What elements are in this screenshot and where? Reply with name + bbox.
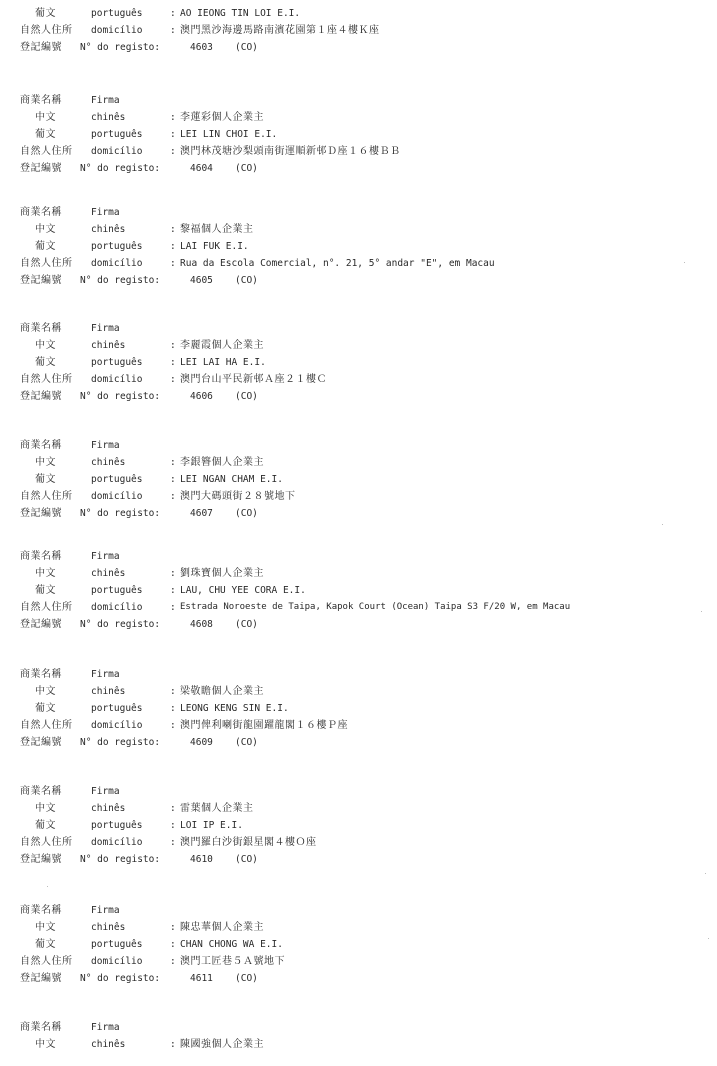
firma-label-zh: 商業名稱 xyxy=(20,669,62,680)
domicilio-label-zh: 自然人住所 xyxy=(20,25,73,36)
domicilio-label-zh: 自然人住所 xyxy=(20,146,73,157)
registo-number: 4603 xyxy=(190,42,213,53)
portugues-row xyxy=(20,238,710,255)
separator: : xyxy=(170,224,176,235)
firma-row xyxy=(20,548,710,565)
scan-speck xyxy=(701,611,702,612)
portugues-row xyxy=(20,5,710,22)
registo-label-zh: 登記編號 xyxy=(20,619,62,630)
firma-label-zh: 商業名稱 xyxy=(20,440,62,451)
separator: : xyxy=(170,820,176,831)
separator: : xyxy=(170,474,176,485)
separator: : xyxy=(170,258,176,269)
portugues-label-pt: português xyxy=(91,939,143,950)
chines-label-zh: 中文 xyxy=(35,340,56,351)
separator: : xyxy=(170,8,176,19)
registo-row xyxy=(20,39,710,56)
portugues-label-zh: 葡文 xyxy=(35,820,56,831)
chines-value: 陳忠華個人企業主 xyxy=(180,922,264,933)
portugues-value: LAI FUK E.I. xyxy=(180,241,249,252)
chines-value: 黎福個人企業主 xyxy=(180,224,254,235)
portugues-row xyxy=(20,936,710,953)
registo-number: 4606 xyxy=(190,391,213,402)
registo-label-pt: N° do registo: xyxy=(80,973,161,984)
registo-number: 4610 xyxy=(190,854,213,865)
domicilio-label-zh: 自然人住所 xyxy=(20,491,73,502)
portugues-label-zh: 葡文 xyxy=(35,939,56,950)
firma-label-zh: 商業名稱 xyxy=(20,551,62,562)
chines-label-pt: chinês xyxy=(91,340,126,351)
domicilio-label-zh: 自然人住所 xyxy=(20,720,73,731)
portugues-label-zh: 葡文 xyxy=(35,357,56,368)
domicilio-label-pt: domicílio xyxy=(91,837,143,848)
registo-code: (CO) xyxy=(235,854,258,865)
portugues-value: LAU, CHU YEE CORA E.I. xyxy=(180,585,306,596)
separator: : xyxy=(170,939,176,950)
chines-row xyxy=(20,454,710,471)
registo-label-pt: N° do registo: xyxy=(80,737,161,748)
registo-label-pt: N° do registo: xyxy=(80,42,161,53)
portugues-label-pt: português xyxy=(91,703,143,714)
portugues-label-zh: 葡文 xyxy=(35,703,56,714)
registo-code: (CO) xyxy=(235,42,258,53)
firma-label-zh: 商業名稱 xyxy=(20,1022,62,1033)
firma-label-pt: Firma xyxy=(91,905,120,916)
chines-label-pt: chinês xyxy=(91,457,126,468)
separator: : xyxy=(170,340,176,351)
domicilio-row xyxy=(20,834,710,851)
separator: : xyxy=(170,374,176,385)
domicilio-label-pt: domicílio xyxy=(91,491,143,502)
firma-label-pt: Firma xyxy=(91,786,120,797)
chines-row xyxy=(20,337,710,354)
registo-label-pt: N° do registo: xyxy=(80,508,161,519)
portugues-label-pt: português xyxy=(91,585,143,596)
chines-label-zh: 中文 xyxy=(35,922,56,933)
firma-row xyxy=(20,437,710,454)
portugues-label-zh: 葡文 xyxy=(35,8,56,19)
firma-label-pt: Firma xyxy=(91,551,120,562)
domicilio-row xyxy=(20,488,710,505)
registry-entry xyxy=(20,783,710,868)
domicilio-label-pt: domicílio xyxy=(91,720,143,731)
separator: : xyxy=(170,956,176,967)
registry-entry-partial xyxy=(20,1019,710,1053)
domicilio-value: 澳門林茂塘沙梨頭南街運順新邨Ｄ座１６樓ＢＢ xyxy=(180,146,401,157)
chines-label-pt: chinês xyxy=(91,224,126,235)
registo-row xyxy=(20,851,710,868)
scan-speck xyxy=(684,262,685,263)
registo-number: 4604 xyxy=(190,163,213,174)
chines-row xyxy=(20,919,710,936)
separator: : xyxy=(170,491,176,502)
domicilio-row xyxy=(20,143,710,160)
domicilio-label-pt: domicílio xyxy=(91,956,143,967)
firma-label-pt: Firma xyxy=(91,95,120,106)
portugues-row xyxy=(20,700,710,717)
firma-row xyxy=(20,204,710,221)
portugues-label-zh: 葡文 xyxy=(35,585,56,596)
registo-row xyxy=(20,734,710,751)
registo-number: 4611 xyxy=(190,973,213,984)
portugues-value: LEONG KENG SIN E.I. xyxy=(180,703,289,714)
registo-row xyxy=(20,505,710,522)
separator: : xyxy=(170,568,176,579)
chines-value: 劉珠寶個人企業主 xyxy=(180,568,264,579)
separator: : xyxy=(170,686,176,697)
registo-code: (CO) xyxy=(235,508,258,519)
chines-value: 李銀簪個人企業主 xyxy=(180,457,264,468)
firma-label-pt: Firma xyxy=(91,669,120,680)
portugues-label-pt: português xyxy=(91,357,143,368)
firma-label-zh: 商業名稱 xyxy=(20,786,62,797)
registo-label-zh: 登記編號 xyxy=(20,391,62,402)
portugues-row xyxy=(20,817,710,834)
registry-entry xyxy=(20,320,710,405)
portugues-row xyxy=(20,582,710,599)
domicilio-value: Estrada Noroeste de Taipa, Kapok Court (Ocean) Taipa S3 F/20 W, em Macau xyxy=(180,602,571,612)
portugues-value: LOI IP E.I. xyxy=(180,820,243,831)
registo-row xyxy=(20,388,710,405)
portugues-value: AO IEONG TIN LOI E.I. xyxy=(180,8,301,19)
domicilio-row xyxy=(20,953,710,970)
firma-label-pt: Firma xyxy=(91,1022,120,1033)
domicilio-label-pt: domicílio xyxy=(91,374,143,385)
chines-label-zh: 中文 xyxy=(35,1039,56,1050)
portugues-row xyxy=(20,126,710,143)
chines-row xyxy=(20,1036,710,1053)
domicilio-row xyxy=(20,22,710,39)
domicilio-label-zh: 自然人住所 xyxy=(20,956,73,967)
chines-row xyxy=(20,565,710,582)
registo-code: (CO) xyxy=(235,391,258,402)
domicilio-value: 澳門工匠巷５Ａ號地下 xyxy=(180,956,285,967)
chines-label-pt: chinês xyxy=(91,922,126,933)
separator: : xyxy=(170,25,176,36)
chines-value: 李麗霞個人企業主 xyxy=(180,340,264,351)
registry-entry xyxy=(20,902,710,987)
registo-label-pt: N° do registo: xyxy=(80,619,161,630)
chines-label-zh: 中文 xyxy=(35,224,56,235)
chines-row xyxy=(20,683,710,700)
scan-speck xyxy=(47,886,48,887)
firma-row xyxy=(20,902,710,919)
domicilio-label-zh: 自然人住所 xyxy=(20,602,73,613)
chines-label-zh: 中文 xyxy=(35,112,56,123)
domicilio-value: 澳門羅白沙街銀星閣４樓Ｏ座 xyxy=(180,837,317,848)
separator: : xyxy=(170,837,176,848)
scan-speck xyxy=(705,873,706,874)
registo-label-zh: 登記編號 xyxy=(20,973,62,984)
registo-row xyxy=(20,160,710,177)
registo-row xyxy=(20,616,710,633)
registo-number: 4609 xyxy=(190,737,213,748)
registo-label-zh: 登記編號 xyxy=(20,275,62,286)
chines-row xyxy=(20,800,710,817)
firma-row xyxy=(20,783,710,800)
chines-label-zh: 中文 xyxy=(35,568,56,579)
registo-code: (CO) xyxy=(235,163,258,174)
portugues-label-zh: 葡文 xyxy=(35,474,56,485)
registo-code: (CO) xyxy=(235,619,258,630)
chines-label-pt: chinês xyxy=(91,686,126,697)
registo-number: 4607 xyxy=(190,508,213,519)
portugues-label-pt: português xyxy=(91,820,143,831)
registo-label-zh: 登記編號 xyxy=(20,737,62,748)
registry-entry xyxy=(20,92,710,177)
chines-label-pt: chinês xyxy=(91,568,126,579)
chines-value: 陳國強個人企業主 xyxy=(180,1039,264,1050)
portugues-label-zh: 葡文 xyxy=(35,241,56,252)
chines-label-zh: 中文 xyxy=(35,457,56,468)
domicilio-value: 澳門俾利喇街龍園躍龍閣１６樓Ｐ座 xyxy=(180,720,348,731)
scan-speck xyxy=(708,938,709,939)
registo-label-pt: N° do registo: xyxy=(80,163,161,174)
domicilio-value: 澳門台山平民新邨Ａ座２１樓Ｃ xyxy=(180,374,327,385)
portugues-label-pt: português xyxy=(91,241,143,252)
portugues-label-pt: português xyxy=(91,8,143,19)
chines-label-pt: chinês xyxy=(91,803,126,814)
chines-label-zh: 中文 xyxy=(35,803,56,814)
registo-label-zh: 登記編號 xyxy=(20,854,62,865)
firma-row xyxy=(20,92,710,109)
registry-entry xyxy=(20,548,710,633)
chines-value: 李蓮彩個人企業主 xyxy=(180,112,264,123)
registo-code: (CO) xyxy=(235,737,258,748)
registry-entry-partial xyxy=(20,5,710,56)
chines-label-zh: 中文 xyxy=(35,686,56,697)
firma-label-zh: 商業名稱 xyxy=(20,905,62,916)
registo-label-zh: 登記編號 xyxy=(20,42,62,53)
firma-label-pt: Firma xyxy=(91,323,120,334)
registo-code: (CO) xyxy=(235,973,258,984)
registry-entry xyxy=(20,437,710,522)
separator: : xyxy=(170,112,176,123)
firma-label-zh: 商業名稱 xyxy=(20,323,62,334)
chines-value: 梁敬瞻個人企業主 xyxy=(180,686,264,697)
domicilio-row xyxy=(20,255,710,272)
domicilio-value: 澳門黑沙海邊馬路南濱花園第１座４樓Ｋ座 xyxy=(180,25,380,36)
domicilio-label-zh: 自然人住所 xyxy=(20,837,73,848)
firma-label-zh: 商業名稱 xyxy=(20,95,62,106)
domicilio-row xyxy=(20,717,710,734)
domicilio-value: 澳門大碼頭街２８號地下 xyxy=(180,491,296,502)
chines-row xyxy=(20,109,710,126)
registo-label-zh: 登記編號 xyxy=(20,163,62,174)
firma-row xyxy=(20,666,710,683)
portugues-value: LEI NGAN CHAM E.I. xyxy=(180,474,283,485)
firma-row xyxy=(20,1019,710,1036)
firma-row xyxy=(20,320,710,337)
domicilio-label-pt: domicílio xyxy=(91,258,143,269)
firma-label-pt: Firma xyxy=(91,207,120,218)
chines-label-pt: chinês xyxy=(91,1039,126,1050)
portugues-value: LEI LIN CHOI E.I. xyxy=(180,129,278,140)
firma-label-pt: Firma xyxy=(91,440,120,451)
separator: : xyxy=(170,457,176,468)
portugues-row xyxy=(20,471,710,488)
separator: : xyxy=(170,602,176,613)
separator: : xyxy=(170,357,176,368)
registry-entry xyxy=(20,666,710,751)
domicilio-label-zh: 自然人住所 xyxy=(20,374,73,385)
portugues-value: LEI LAI HA E.I. xyxy=(180,357,266,368)
portugues-row xyxy=(20,354,710,371)
domicilio-label-pt: domicílio xyxy=(91,25,143,36)
registo-label-zh: 登記編號 xyxy=(20,508,62,519)
registo-label-pt: N° do registo: xyxy=(80,854,161,865)
registry-entry xyxy=(20,204,710,289)
portugues-label-pt: português xyxy=(91,474,143,485)
chines-label-pt: chinês xyxy=(91,112,126,123)
portugues-value: CHAN CHONG WA E.I. xyxy=(180,939,283,950)
chines-value: 雷葉個人企業主 xyxy=(180,803,254,814)
separator: : xyxy=(170,585,176,596)
domicilio-label-pt: domicílio xyxy=(91,602,143,613)
domicilio-value: Rua da Escola Comercial, n°. 21, 5° andar "E", em Macau xyxy=(180,258,495,269)
registo-row xyxy=(20,272,710,289)
portugues-label-zh: 葡文 xyxy=(35,129,56,140)
firma-label-zh: 商業名稱 xyxy=(20,207,62,218)
separator: : xyxy=(170,803,176,814)
domicilio-row xyxy=(20,371,710,388)
portugues-label-pt: português xyxy=(91,129,143,140)
chines-row xyxy=(20,221,710,238)
domicilio-row xyxy=(20,599,710,616)
scan-speck xyxy=(662,524,663,525)
separator: : xyxy=(170,129,176,140)
domicilio-label-zh: 自然人住所 xyxy=(20,258,73,269)
separator: : xyxy=(170,146,176,157)
separator: : xyxy=(170,720,176,731)
separator: : xyxy=(170,922,176,933)
registo-label-pt: N° do registo: xyxy=(80,275,161,286)
separator: : xyxy=(170,241,176,252)
separator: : xyxy=(170,1039,176,1050)
registo-number: 4605 xyxy=(190,275,213,286)
registo-label-pt: N° do registo: xyxy=(80,391,161,402)
registo-code: (CO) xyxy=(235,275,258,286)
domicilio-label-pt: domicílio xyxy=(91,146,143,157)
registo-row xyxy=(20,970,710,987)
separator: : xyxy=(170,703,176,714)
registo-number: 4608 xyxy=(190,619,213,630)
